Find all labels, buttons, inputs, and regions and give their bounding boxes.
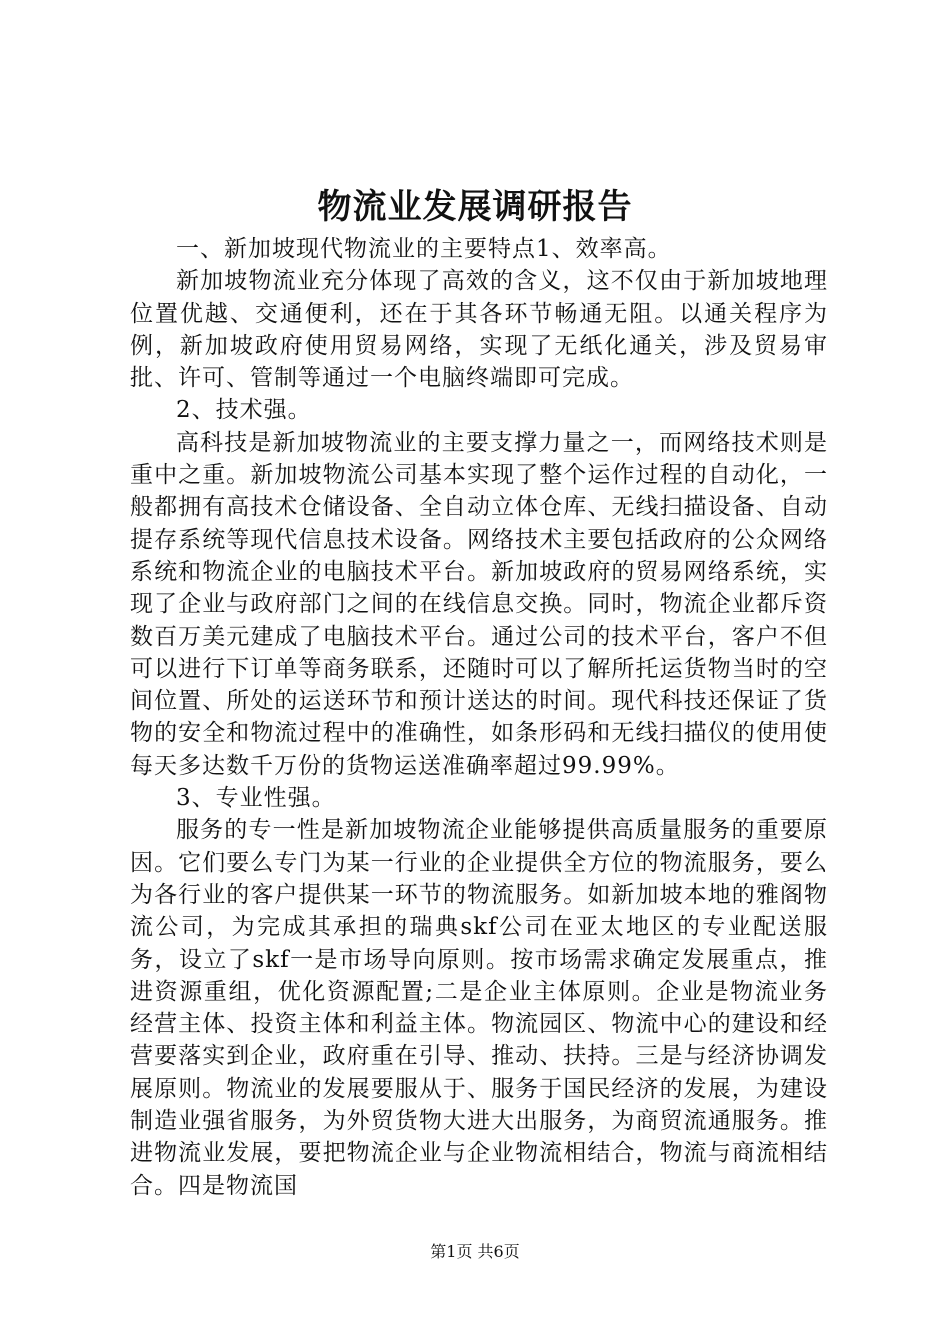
document-title: 物流业发展调研报告 <box>317 187 633 227</box>
paragraph-subheading-technology: 2、技术强。 <box>176 397 312 424</box>
paragraph-specialization: 服务的专一性是新加坡物流企业能够提供高质量服务的重要原因。它们要么专门为某一行业的企业提供全方位的物流服务，要么为各行业的客户提供某一环节的物流服务。如新加坡本地的雅阁物流公司，为完成其承担的瑞典skf公司在亚太地区的专业配送服务，设立了skf一是市场导向原则。按市场需求确定发展重点，推进资源重组，优化资源配置;二是企业主体原则。企业是物流业务经营主体、投资主体和利益主体。物流园区、物流中心的建设和经营要落实到企业，政府重在引导、推动、扶持。三是与经济协调发展原则。物流业的发展要服从于、服务于国民经济的发展，为建设制造业强省服务，为外贸货物大进大出服务，为商贸流通服务。推进物流业发展，要把物流企业与企业物流相结合，物流与商流相结合。四是物流国 <box>130 817 828 1199</box>
paragraph-section-heading: 一、新加坡现代物流业的主要特点1、效率高。 <box>176 236 672 262</box>
paragraph-efficiency: 新加坡物流业充分体现了高效的含义，这不仅由于新加坡地理位置优越、交通便利，还在于其各环节畅通无阻。以通关程序为例，新加坡政府使用贸易网络，实现了无纸化通关，涉及贸易审批、许可、管制等通过一个电脑终端即可完成。 <box>130 268 828 392</box>
paragraph-technology: 高科技是新加坡物流业的主要支撑力量之一，而网络技术则是重中之重。新加坡物流公司基本实现了整个运作过程的自动化，一般都拥有高技术仓储设备、全自动立体仓库、无线扫描设备、自动提存系统等现代信息技术设备。网络技术主要包括政府的公众网络系统和物流企业的电脑技术平台。新加坡政府的贸易网络系统，实现了企业与政府部门之间的在线信息交换。同时，物流企业都斥资数百万美元建成了电脑技术平台。通过公司的技术平台，客户不但可以进行下订单等商务联系，还随时可以了解所托运货物当时的空间位置、所处的运送环节和预计送达的时间。现代科技还保证了货物的安全和物流过程中的准确性，如条形码和无线扫描仪的使用使每天多达数千万份的货物运送准确率超过99.99%。 <box>130 429 828 779</box>
page-footer: 第1页 共6页 <box>430 1242 520 1261</box>
paragraph-subheading-specialization: 3、专业性强。 <box>176 785 336 812</box>
document-body <box>130 233 828 1202</box>
